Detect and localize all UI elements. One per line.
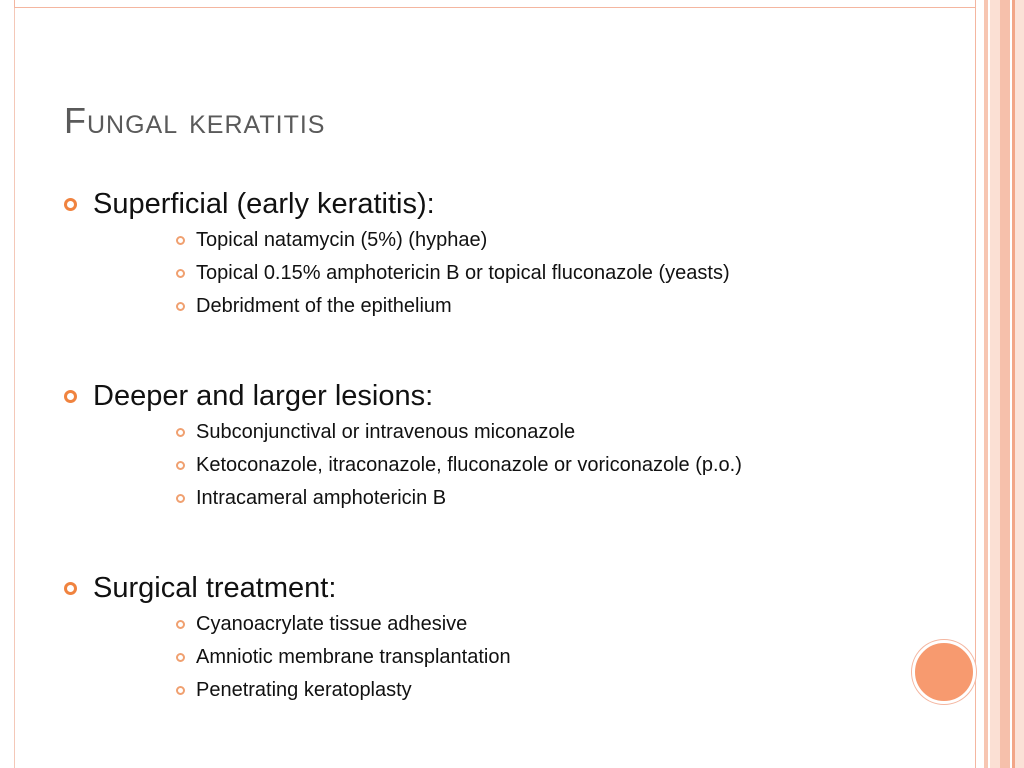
bullet-level1 [64,568,944,608]
bullet-text: Topical 0.15% amphotericin B or topical fluconazole (yeasts) [196,262,730,284]
bullet-level2 [176,290,944,323]
circle-bullet-icon [64,198,77,211]
bullet-level2 [176,608,944,641]
frame-left-line [14,0,15,768]
circle-bullet-icon [176,620,185,629]
bullet-level2 [176,416,944,449]
bullet-text: Subconjunctival or intravenous miconazole [196,421,576,443]
bullet-level1 [64,376,944,416]
section-superficial [64,184,944,323]
bullet-text: Ketoconazole, itraconazole, fluconazole or voriconazole (p.o.) [196,454,742,476]
circle-bullet-icon [176,302,185,311]
bullet-level2 [176,224,944,257]
frame-right-line [975,0,976,768]
circle-bullet-icon [176,236,185,245]
decor-stripe [990,0,1000,768]
circle-bullet-icon [176,461,185,470]
decor-stripe [984,0,988,768]
bullet-text: Amniotic membrane transplantation [196,646,511,668]
section-heading: Deeper and larger lesions: [93,379,434,412]
bullet-level2 [176,482,944,515]
decor-stripe [1015,0,1024,768]
circle-bullet-icon [176,653,185,662]
bullet-text: Cyanoacrylate tissue adhesive [196,613,468,635]
bullet-level2 [176,641,944,674]
bullet-text: Intracameral amphotericin B [196,487,447,509]
section-deeper [64,376,944,515]
bullet-text: Topical natamycin (5%) (hyphae) [196,229,488,251]
bullet-level2 [176,449,944,482]
circle-bullet-icon [176,428,185,437]
bullet-level2 [176,674,944,707]
circle-bullet-icon [176,494,185,503]
bullet-text: Penetrating keratoplasty [196,679,412,701]
circle-bullet-icon [176,269,185,278]
section-heading: Superficial (early keratitis): [93,187,435,220]
decor-stripe [1000,0,1010,768]
section-heading: Surgical treatment: [93,571,337,604]
bullet-level1 [64,184,944,224]
circle-bullet-icon [176,686,185,695]
circle-bullet-icon [64,390,77,403]
circle-bullet-icon [64,582,77,595]
slide-title: Fungal keratitis [64,100,326,141]
frame-top [14,0,976,8]
section-surgical [64,568,944,707]
bullet-text: Debridment of the epithelium [196,295,452,317]
bullet-level2 [176,257,944,290]
